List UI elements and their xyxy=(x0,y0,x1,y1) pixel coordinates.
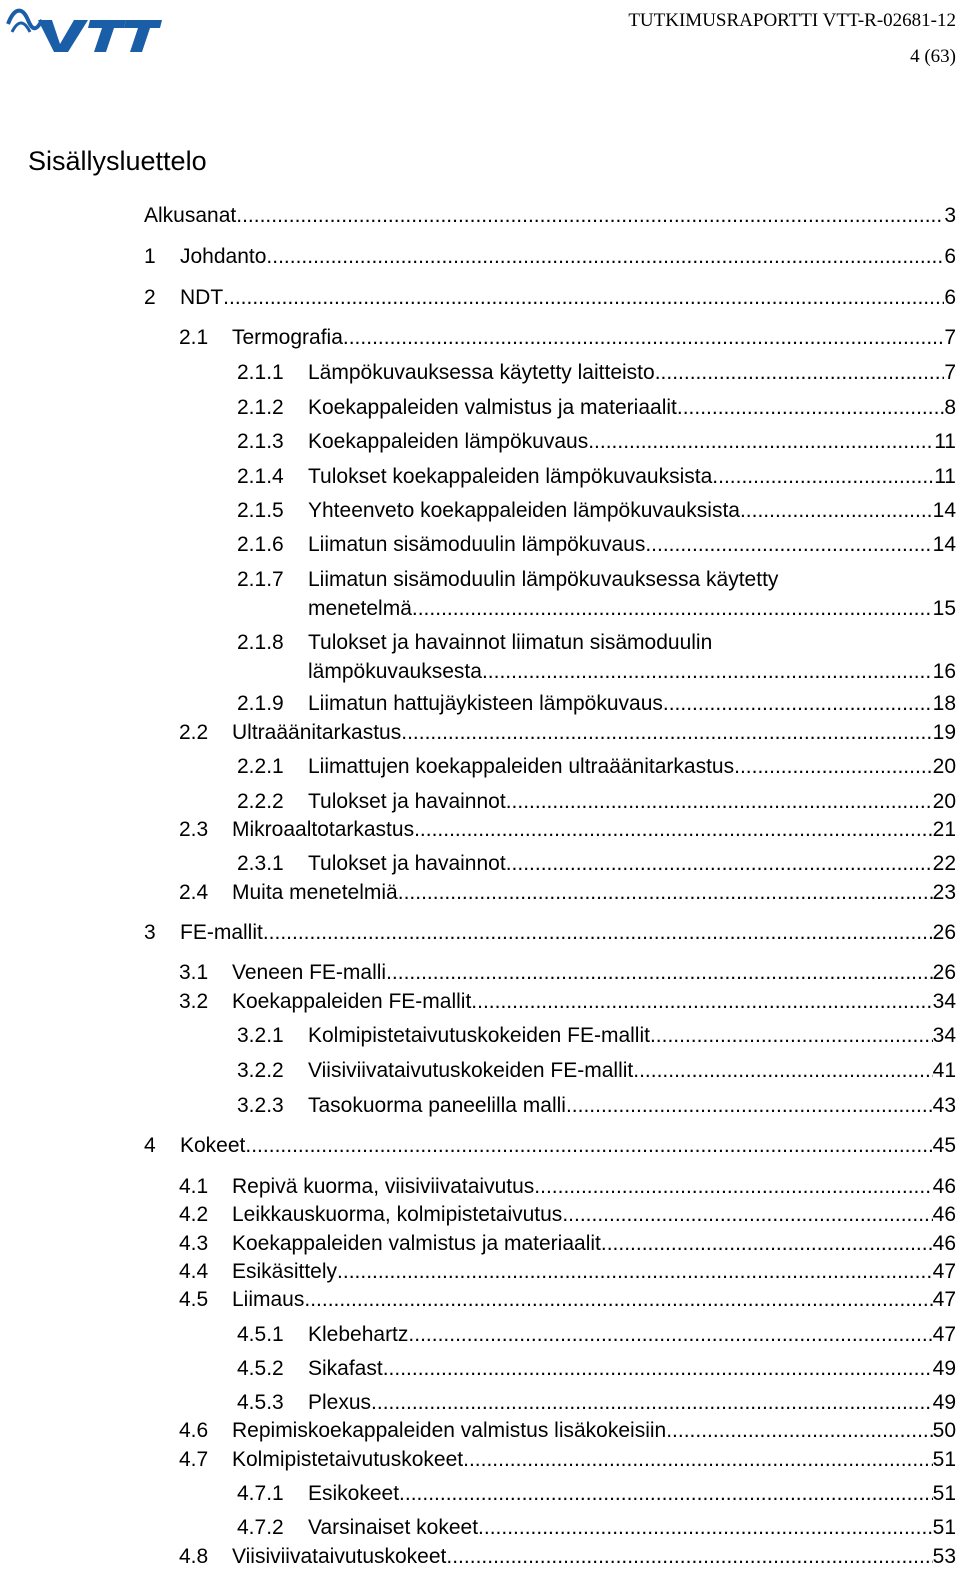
toc-entry-number: 4.5 xyxy=(179,1288,209,1311)
toc-entry[interactable] xyxy=(179,989,956,1015)
toc-leader-dots xyxy=(506,851,933,877)
toc-entry-title: Kokeet xyxy=(180,1134,246,1157)
toc-entry[interactable] xyxy=(237,629,956,685)
toc-entry-page: 41 xyxy=(932,1059,956,1082)
toc-leader-dots xyxy=(478,1515,933,1541)
toc-entry[interactable] xyxy=(144,285,956,311)
toc-entry-page: 11 xyxy=(934,465,956,488)
toc-entry[interactable] xyxy=(237,1481,956,1507)
toc-entry-number: 2.3 xyxy=(179,818,209,841)
toc-entry-number: 4.1 xyxy=(179,1175,209,1198)
toc-entry[interactable] xyxy=(179,1174,956,1200)
toc-entry-number: 4 xyxy=(144,1134,156,1157)
toc-entry-title-continued: lämpökuvauksesta xyxy=(308,660,482,683)
toc-entry[interactable] xyxy=(237,1322,956,1348)
toc-entry-title: Ultraäänitarkastus xyxy=(232,721,402,744)
page-title: Sisällysluettelo xyxy=(28,146,207,176)
toc-entry-number: 3 xyxy=(144,921,156,944)
toc-entry-number: 3.2 xyxy=(179,990,209,1013)
toc-entry[interactable] xyxy=(179,1231,956,1257)
toc-entry-title: Repimiskoekappaleiden valmistus lisäkokeisiin xyxy=(232,1419,667,1442)
toc-entry-number: 2.3.1 xyxy=(237,852,284,875)
toc-entry-page: 49 xyxy=(932,1357,956,1380)
toc-entry-title: Yhteenveto koekappaleiden lämpökuvauksista xyxy=(308,499,740,522)
toc-entry-title: Leikkauskuorma, kolmipistetaivutus xyxy=(232,1203,563,1226)
toc-entry-number: 2.2 xyxy=(179,721,209,744)
page-number: 4 (63) xyxy=(910,46,956,67)
toc-entry-number: 2.1.1 xyxy=(237,361,284,384)
toc-leader-dots xyxy=(398,880,933,906)
toc-entry-page: 8 xyxy=(944,396,956,419)
toc-entry[interactable] xyxy=(179,1202,956,1228)
toc-entry-title: Koekappaleiden valmistus ja materiaalit xyxy=(308,396,677,419)
toc-entry-title: Kolmipistetaivutuskokeiden FE-mallit xyxy=(308,1024,650,1047)
toc-entry[interactable] xyxy=(144,203,956,229)
toc-entry[interactable] xyxy=(237,498,956,524)
toc-leader-dots xyxy=(482,659,933,685)
toc-entry-number: 4.3 xyxy=(179,1232,209,1255)
toc-entry-title: Repivä kuorma, viisiviivataivutus xyxy=(232,1175,535,1198)
report-id: TUTKIMUSRAPORTTI VTT-R-02681-12 xyxy=(628,10,956,31)
toc-entry-title: Tulokset ja havainnot xyxy=(308,790,506,813)
toc-entry-page: 20 xyxy=(932,755,956,778)
toc-leader-dots xyxy=(386,960,933,986)
toc-entry-title: Koekappaleiden lämpökuvaus xyxy=(308,430,589,453)
toc-entry-page: 49 xyxy=(932,1391,956,1414)
toc-entry-number: 4.4 xyxy=(179,1260,209,1283)
toc-entry-title: Liimaus xyxy=(232,1288,305,1311)
toc-leader-dots xyxy=(408,1322,932,1348)
toc-entry-number: 3.2.2 xyxy=(237,1059,284,1082)
toc-entry-title: FE-mallit xyxy=(180,921,263,944)
toc-leader-dots xyxy=(401,720,932,746)
toc-leader-dots xyxy=(399,1481,933,1507)
toc-entry-page: 46 xyxy=(932,1203,956,1226)
toc-entry-title: Tulokset koekappaleiden lämpökuvauksista xyxy=(308,465,713,488)
toc-entry-page: 47 xyxy=(932,1260,956,1283)
toc-entry-page: 46 xyxy=(932,1175,956,1198)
toc-entry-number: 2.1.5 xyxy=(237,499,284,522)
toc-entry-page: 22 xyxy=(932,852,956,875)
toc-entry-number: 2.1.3 xyxy=(237,430,284,453)
toc-entry[interactable] xyxy=(179,720,956,746)
toc-entry-title: Varsinaiset kokeet xyxy=(308,1516,479,1539)
toc-entry-page: 21 xyxy=(932,818,956,841)
toc-entry-title: Veneen FE-malli xyxy=(232,961,387,984)
toc-entry-title: Viisiviivataivutuskokeiden FE-mallit xyxy=(308,1059,634,1082)
toc-leader-dots xyxy=(633,1058,932,1084)
toc-entry-title: Esikokeet xyxy=(308,1482,400,1505)
toc-entry-page: 45 xyxy=(932,1134,956,1157)
toc-entry-page: 15 xyxy=(932,597,956,620)
toc-entry-page: 7 xyxy=(944,326,956,349)
toc-leader-dots xyxy=(645,532,932,558)
toc-entry-page: 51 xyxy=(932,1516,956,1539)
toc-entry[interactable] xyxy=(144,920,956,946)
toc-entry-page: 7 xyxy=(944,361,956,384)
toc-entry-title: Tulokset ja havainnot xyxy=(308,852,506,875)
toc-entry-title-continued: menetelmä xyxy=(308,597,412,620)
toc-entry-page: 34 xyxy=(932,990,956,1013)
toc-entry-page: 50 xyxy=(932,1419,956,1442)
toc-entry-page: 47 xyxy=(932,1288,956,1311)
toc-entry-number: 4.7 xyxy=(179,1448,209,1471)
toc-entry-title: Liimatun sisämoduulin lämpökuvauksessa käytetty xyxy=(308,568,779,591)
toc-leader-dots xyxy=(266,244,944,270)
toc-entry[interactable] xyxy=(237,851,956,877)
toc-leader-dots xyxy=(712,464,934,490)
toc-leader-dots xyxy=(734,754,933,780)
toc-leader-dots xyxy=(304,1287,932,1313)
toc-entry-page: 34 xyxy=(932,1024,956,1047)
toc-entry-number: 2.1.8 xyxy=(237,631,284,654)
toc-entry[interactable] xyxy=(237,429,956,455)
toc-entry[interactable] xyxy=(179,817,956,843)
toc-entry-page: 20 xyxy=(932,790,956,813)
toc-entry-title: Klebehartz xyxy=(308,1323,409,1346)
toc-entry[interactable] xyxy=(237,1023,956,1049)
toc-entry[interactable] xyxy=(237,754,956,780)
toc-entry[interactable] xyxy=(179,1544,956,1570)
toc-entry-title: Liimatun hattujäykisteen lämpökuvaus xyxy=(308,692,663,715)
toc-entry-title: NDT xyxy=(180,286,224,309)
toc-entry-title: Tulokset ja havainnot liimatun sisämoduulin xyxy=(308,631,713,654)
toc-entry-number: 1 xyxy=(144,245,156,268)
toc-entry-title: Koekappaleiden valmistus ja materiaalit xyxy=(232,1232,601,1255)
toc-entry[interactable] xyxy=(179,960,956,986)
toc-entry-number: 3.2.3 xyxy=(237,1094,284,1117)
toc-entry-number: 4.6 xyxy=(179,1419,209,1442)
toc-leader-dots xyxy=(663,691,933,717)
toc-entry-number: 2.1.7 xyxy=(237,568,284,591)
toc-entry-page: 14 xyxy=(932,533,956,556)
toc-entry[interactable] xyxy=(237,1390,956,1416)
toc-leader-dots xyxy=(588,429,934,455)
toc-entry-title: Johdanto xyxy=(180,245,267,268)
toc-entry-number: 4.5.2 xyxy=(237,1357,284,1380)
toc-entry-page: 51 xyxy=(932,1482,956,1505)
toc-entry[interactable] xyxy=(237,1356,956,1382)
toc-entry[interactable] xyxy=(179,1447,956,1473)
toc-entry-number: 2 xyxy=(144,286,156,309)
toc-entry-number: 2.4 xyxy=(179,881,209,904)
toc-entry-title: Termografia xyxy=(232,326,343,349)
toc-leader-dots xyxy=(337,1259,933,1285)
toc-leader-dots xyxy=(650,1023,933,1049)
toc-entry-page: 19 xyxy=(932,721,956,744)
toc-entry-title: Mikroaaltotarkastus xyxy=(232,818,415,841)
toc-entry[interactable] xyxy=(237,464,956,490)
toc-entry-title: Plexus xyxy=(308,1391,372,1414)
toc-entry-number: 4.8 xyxy=(179,1545,209,1568)
toc-entry[interactable] xyxy=(237,566,956,622)
toc-entry-title: Tasokuorma paneelilla malli xyxy=(308,1094,566,1117)
toc-entry-page: 53 xyxy=(932,1545,956,1568)
toc-leader-dots xyxy=(236,203,944,229)
toc-entry-page: 6 xyxy=(944,245,956,268)
toc-leader-dots xyxy=(655,360,945,386)
toc-entry-number: 4.2 xyxy=(179,1203,209,1226)
toc-entry-page: 46 xyxy=(932,1232,956,1255)
toc-leader-dots xyxy=(245,1133,932,1159)
toc-leader-dots xyxy=(471,989,932,1015)
toc-entry-number: 2.1.9 xyxy=(237,692,284,715)
toc-entry[interactable] xyxy=(237,1058,956,1084)
toc-leader-dots xyxy=(223,285,944,311)
toc-entry-page: 43 xyxy=(932,1094,956,1117)
toc-entry-title: Alkusanat xyxy=(144,204,237,227)
toc-leader-dots xyxy=(566,1093,933,1119)
toc-entry[interactable] xyxy=(237,1515,956,1541)
toc-entry-page: 23 xyxy=(932,881,956,904)
toc-entry[interactable] xyxy=(179,880,956,906)
toc-entry-page: 18 xyxy=(932,692,956,715)
toc-entry-page: 14 xyxy=(932,499,956,522)
toc-entry-page: 26 xyxy=(932,921,956,944)
toc-entry[interactable] xyxy=(179,1287,956,1313)
toc-entry[interactable] xyxy=(144,244,956,270)
toc-leader-dots xyxy=(371,1390,933,1416)
toc-entry-title: Muita menetelmiä xyxy=(232,881,398,904)
toc-leader-dots xyxy=(414,817,933,843)
toc-entry-number: 4.5.1 xyxy=(237,1323,284,1346)
toc-entry-title: Kolmipistetaivutuskokeet xyxy=(232,1448,464,1471)
toc-entry-title: Liimattujen koekappaleiden ultraäänitarkastus xyxy=(308,755,735,778)
toc-entry[interactable] xyxy=(179,1418,956,1444)
toc-entry-page: 16 xyxy=(932,660,956,683)
toc-entry-page: 47 xyxy=(932,1323,956,1346)
toc-leader-dots xyxy=(343,325,944,351)
toc-entry-number: 3.1 xyxy=(179,961,209,984)
toc-leader-dots xyxy=(263,920,933,946)
toc-entry-title: Viisiviivataivutuskokeet xyxy=(232,1545,447,1568)
toc-entry-number: 2.2.1 xyxy=(237,755,284,778)
toc-leader-dots xyxy=(446,1544,932,1570)
toc-entry-page: 6 xyxy=(944,286,956,309)
toc-leader-dots xyxy=(383,1356,933,1382)
toc-leader-dots xyxy=(666,1418,932,1444)
toc-leader-dots xyxy=(677,395,944,421)
toc-entry[interactable] xyxy=(179,325,956,351)
toc-entry-page: 11 xyxy=(934,430,956,453)
toc-entry-number: 4.7.1 xyxy=(237,1482,284,1505)
toc-leader-dots xyxy=(601,1231,933,1257)
toc-entry[interactable] xyxy=(144,1133,956,1159)
toc-entry-page: 3 xyxy=(944,204,956,227)
toc-entry-page: 26 xyxy=(932,961,956,984)
toc-entry[interactable] xyxy=(237,691,956,717)
toc-entry-number: 4.7.2 xyxy=(237,1516,284,1539)
toc-entry-number: 3.2.1 xyxy=(237,1024,284,1047)
toc-leader-dots xyxy=(740,498,933,524)
toc-entry[interactable] xyxy=(237,789,956,815)
toc-entry[interactable] xyxy=(237,1093,956,1119)
toc-entry-title: Lämpökuvauksessa käytetty laitteisto xyxy=(308,361,655,384)
toc-entry-page: 51 xyxy=(932,1448,956,1471)
toc-entry-number: 4.5.3 xyxy=(237,1391,284,1414)
toc-entry-title: Sikafast xyxy=(308,1357,383,1380)
toc-entry-number: 2.2.2 xyxy=(237,790,284,813)
toc-entry[interactable] xyxy=(179,1259,956,1285)
toc-leader-dots xyxy=(534,1174,932,1200)
toc-entry[interactable] xyxy=(237,532,956,558)
toc-entry-number: 2.1.4 xyxy=(237,465,284,488)
toc-entry-number: 2.1.6 xyxy=(237,533,284,556)
toc-leader-dots xyxy=(463,1447,933,1473)
toc-entry-title: Esikäsittely xyxy=(232,1260,338,1283)
toc-entry-number: 2.1.2 xyxy=(237,396,284,419)
toc-leader-dots xyxy=(412,596,933,622)
toc-entry-title: Koekappaleiden FE-mallit xyxy=(232,990,472,1013)
toc-entry[interactable] xyxy=(237,360,956,386)
toc-leader-dots xyxy=(506,789,933,815)
toc-entry-number: 2.1 xyxy=(179,326,209,349)
toc-entry-title: Liimatun sisämoduulin lämpökuvaus xyxy=(308,533,646,556)
toc-leader-dots xyxy=(562,1202,932,1228)
toc-entry[interactable] xyxy=(237,395,956,421)
